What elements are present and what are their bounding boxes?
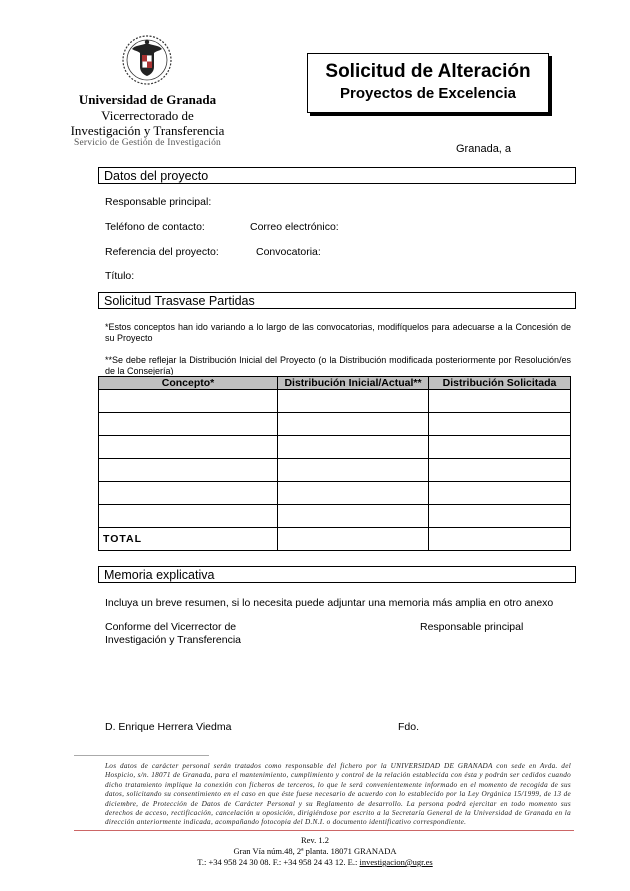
- cell-distribucion-inicial[interactable]: [278, 459, 429, 482]
- cell-concepto[interactable]: [99, 505, 278, 528]
- cell-concepto[interactable]: [99, 436, 278, 459]
- table-row: [99, 436, 571, 459]
- table-total-row: [99, 528, 571, 551]
- table-row: [99, 413, 571, 436]
- column-header-distribucion-solicitada: Distribución Solicitada: [429, 377, 571, 390]
- footer-contact: [0, 857, 630, 867]
- column-header-concepto: Concepto*: [99, 377, 278, 390]
- cell-concepto[interactable]: [99, 390, 278, 413]
- vicerrector-signature-name: D. Enrique Herrera Viedma: [105, 721, 232, 733]
- cell-distribucion-solicitada[interactable]: [429, 436, 571, 459]
- conforme-vicerrector-line-1: Conforme del Vicerrector de: [105, 621, 237, 633]
- vicerrectorado-line-2: Investigación y Transferencia: [70, 123, 225, 138]
- table-row: [99, 482, 571, 505]
- form-title-box: [307, 53, 549, 113]
- referencia-field[interactable]: Referencia del proyecto:: [105, 246, 219, 258]
- column-header-distribucion-inicial: Distribución Inicial/Actual**: [278, 377, 429, 390]
- servicio-gestion: Servicio de Gestión de Investigación: [73, 138, 222, 148]
- conforme-vicerrector-line-2: Investigación y Transferencia: [105, 634, 241, 646]
- university-crest-logo: [122, 34, 172, 86]
- note-conceptos: *Estos conceptos han ido variando a lo largo de las convocatorias, modifíquelos para adecuarse a la Concesión de su Proyecto: [105, 322, 571, 343]
- partidas-table: [98, 376, 571, 551]
- total-label: TOTAL: [99, 528, 278, 551]
- cell-distribucion-inicial[interactable]: [278, 482, 429, 505]
- cell-distribucion-inicial[interactable]: [278, 390, 429, 413]
- note-distribucion: **Se debe reflejar la Distribución Inicial del Proyecto (o la Distribución modificada posteriormente por Resolución/es de la Consejería): [105, 355, 571, 375]
- cell-distribucion-inicial[interactable]: [278, 505, 429, 528]
- responsable-field[interactable]: Responsable principal:: [105, 196, 212, 208]
- responsable-principal-label: Responsable principal: [420, 621, 524, 633]
- convocatoria-field[interactable]: Convocatoria:: [256, 246, 321, 258]
- footer-divider: [74, 830, 574, 831]
- fdo-signature-field[interactable]: Fdo.: [398, 721, 420, 733]
- place-date-field[interactable]: Granada, a: [456, 143, 512, 155]
- table-header-row: [99, 377, 571, 390]
- cell-distribucion-solicitada[interactable]: [429, 505, 571, 528]
- total-distribucion-inicial[interactable]: [278, 528, 429, 551]
- cell-distribucion-solicitada[interactable]: [429, 482, 571, 505]
- telefono-field[interactable]: Teléfono de contacto:: [105, 221, 205, 233]
- section-datos-proyecto: Datos del proyecto: [98, 167, 576, 184]
- footer-address: Gran Vía núm.48, 2ª planta. 18071 GRANADA: [233, 846, 397, 856]
- revision-label: Rev. 1.2: [300, 835, 329, 845]
- cell-concepto[interactable]: [99, 482, 278, 505]
- footer-phone-fax: T.: +34 958 24 30 08. F.: +34 958 24 43 12. E.:: [197, 857, 360, 867]
- cell-distribucion-solicitada[interactable]: [429, 413, 571, 436]
- total-distribucion-solicitada[interactable]: [429, 528, 571, 551]
- cell-concepto[interactable]: [99, 413, 278, 436]
- titulo-field[interactable]: Título:: [105, 270, 135, 282]
- footer-email-link[interactable]: investigacion@ugr.es: [359, 857, 433, 867]
- university-name: Universidad de Granada: [78, 92, 217, 107]
- form-subtitle: Proyectos de Excelencia: [340, 85, 516, 102]
- cell-distribucion-solicitada[interactable]: [429, 459, 571, 482]
- section-memoria-explicativa: Memoria explicativa: [98, 566, 576, 583]
- cell-concepto[interactable]: [99, 459, 278, 482]
- memoria-instruction: Incluya un breve resumen, si lo necesita puede adjuntar una memoria más amplia en otro anexo: [105, 597, 554, 609]
- section-trasvase-partidas: Solicitud Trasvase Partidas: [98, 292, 576, 309]
- cell-distribucion-inicial[interactable]: [278, 413, 429, 436]
- form-title: Solicitud de Alteración: [325, 61, 531, 82]
- vicerrectorado-line-1: Vicerrectorado de: [101, 108, 194, 123]
- cell-distribucion-inicial[interactable]: [278, 436, 429, 459]
- footer-legal-notice: Los datos de carácter personal serán tratados como responsable del fichero por la UNIVERSIDAD DE GRANADA con sede en Avda. del Hospicio, s/n. 18071 de Granada, para el mantenimiento, cumplimiento y control de la relación establecida con ésta y podrán ser cedidos cuando dicho tratamiento implique la conexión con ficheros de terceros, lo que le será convenientemente informado en el momento de recogida de sus datos, solicitando su consentimiento en el caso en que éste fuese necesario de acuerdo con lo establecido por la Ley Orgánica 15/1999, de 13 de diciembre, de Protección de Datos de Carácter Personal y su Reglamento de desarrollo. La persona podrá ejercitar en todo momento sus derechos de acceso, rectificación, cancelación u oposición, dirigiéndose por escrito a la Secretaría General de la Universidad de Granada en la dirección anteriormente indicada, acompañando fotocopia del D.N.I. o documento identificativo correspondiente.: [105, 762, 571, 827]
- table-row: [99, 459, 571, 482]
- footer-divider-short: [74, 755, 209, 756]
- cell-distribucion-solicitada[interactable]: [429, 390, 571, 413]
- table-row: [99, 505, 571, 528]
- correo-field[interactable]: Correo electrónico:: [250, 221, 339, 233]
- table-row: [99, 390, 571, 413]
